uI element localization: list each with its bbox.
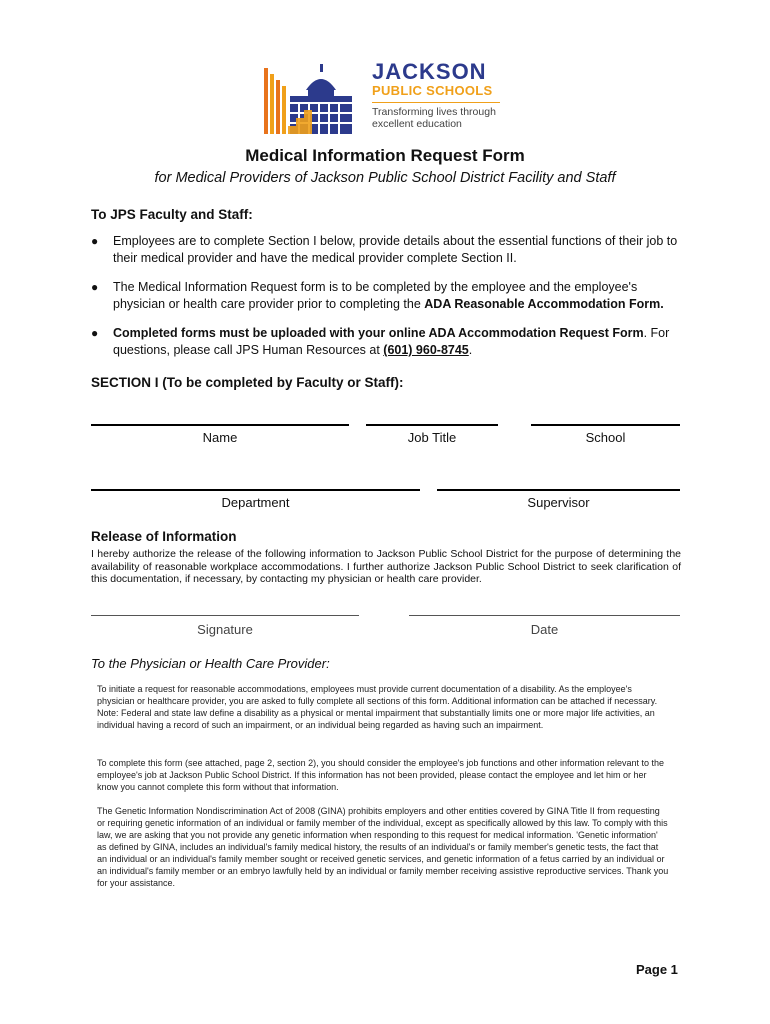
signature-field[interactable] xyxy=(91,615,359,637)
upload-instruction: Completed forms must be uploaded with your online ADA Accommodation Request Form xyxy=(113,326,644,340)
form-title: Medical Information Request Form xyxy=(245,146,525,165)
faculty-heading: To JPS Faculty and Staff: xyxy=(91,207,253,222)
school-label: School xyxy=(585,430,626,445)
department-input-line[interactable] xyxy=(91,489,420,491)
physician-paragraph-3: The Genetic Information Nondiscrimination Act of 2008 (GINA) prohibits employers and other entities covered by GINA Title II from requesting or requiring genetic information of an individual or family member of the individual, except as specifically allowed by this law. To comply with this law, we are asking that you not provide any genetic information when responding to this request for medical information. 'Genetic information' as defined by GINA, includes an individual's family medical history, the results of an individual's or family member's genetic tests, the fact that an individual or an individual's family member sought or received genetic services, and genetic information of a fetus carried by an individual or an individual's family member or an embryo lawfully held by an individual or family member receiving assistive reproductive services. Thank you for your assistance. xyxy=(97,806,669,888)
ada-form-reference: ADA Reasonable Accommodation Form. xyxy=(424,297,664,311)
instruction-item xyxy=(91,233,681,267)
supervisor-field[interactable] xyxy=(437,489,680,510)
instruction-text: . For questions, please call JPS Human Resources at xyxy=(113,326,670,357)
section-1-heading: SECTION I (To be completed by Faculty or Staff): xyxy=(91,375,404,390)
logo-subtitle: PUBLIC SCHOOLS xyxy=(372,83,493,98)
logo-divider xyxy=(372,102,500,103)
instruction-item xyxy=(91,279,681,313)
name-input-line[interactable] xyxy=(91,424,349,426)
date-label: Date xyxy=(530,622,559,637)
instruction-item: ● Completed forms must be uploaded with your online ADA Accommodation Request Form. For questions, please call JPS Human Resources at (601) 960-8745. xyxy=(91,326,670,357)
logo-name: JACKSON xyxy=(372,59,487,84)
physician-heading: To the Physician or Health Care Provider: xyxy=(91,656,330,671)
date-input-line[interactable] xyxy=(409,615,680,616)
bullet-icon: ● xyxy=(91,326,99,340)
name-label: Name xyxy=(202,430,238,445)
school-input-line[interactable] xyxy=(531,424,680,426)
department-label: Department xyxy=(221,495,290,510)
date-field[interactable] xyxy=(409,615,680,637)
instruction-text: The Medical Information Request form is to be completed by the employee and the employee's physician or health care provider prior to completing the xyxy=(113,280,638,311)
jps-logo xyxy=(262,60,512,138)
faculty-instructions xyxy=(91,233,681,371)
job-title-label: Job Title xyxy=(407,430,457,445)
bullet-icon: ● xyxy=(91,280,99,294)
signature-label: Signature xyxy=(197,622,253,637)
department-field[interactable] xyxy=(91,489,420,510)
instruction-text: Employees are to complete Section I below, provide details about the essential functions of their job to their medical provider and have the medical provider complete Section II. xyxy=(113,234,678,265)
job-title-input-line[interactable] xyxy=(366,424,498,426)
page-number: Page 1 xyxy=(636,962,678,977)
signature-input-line[interactable] xyxy=(91,615,359,616)
hr-phone-link[interactable]: (601) 960-8745 xyxy=(383,343,469,357)
release-text: I hereby authorize the release of the following information to Jackson Public School District for the purpose of determining the availability of reasonable workplace accommodations. I further authorize Jackson Public School District to seek clarification of this documentation, if necessary, by contacting my physician or health care provider. xyxy=(91,548,681,585)
job-title-field[interactable] xyxy=(366,424,498,445)
logo-tagline: Transforming lives through excellent education xyxy=(372,106,496,130)
name-field[interactable] xyxy=(91,424,349,445)
school-field[interactable] xyxy=(531,424,680,445)
physician-paragraph-2: To complete this form (see attached, page 2, section 2), you should consider the employee's job functions and other information relevant to the employee's job at Jackson Public School District. If this information has not been provided, please contact the employee and let him or her know you cannot complete this form without that information. xyxy=(97,758,665,792)
physician-paragraph-1: To initiate a request for reasonable accommodations, employees must provide current documentation of a disability. As the employee's physician or healthcare provider, you are asked to fully complete all sections of this form. Additional information can be attached if necessary. Note: Federal and state law define a disability as a physical or mental impairment that substantially limits one or more major life activities, an individual having a record of such an impairment, or an individual being regarded as having such an impairment. xyxy=(97,684,658,730)
form-subtitle: for Medical Providers of Jackson Public School District Facility and Staff xyxy=(154,170,616,186)
supervisor-input-line[interactable] xyxy=(437,489,680,491)
release-heading: Release of Information xyxy=(91,529,237,544)
supervisor-label: Supervisor xyxy=(527,495,590,510)
capitol-building-icon xyxy=(262,60,366,138)
bullet-icon: ● xyxy=(91,234,99,248)
